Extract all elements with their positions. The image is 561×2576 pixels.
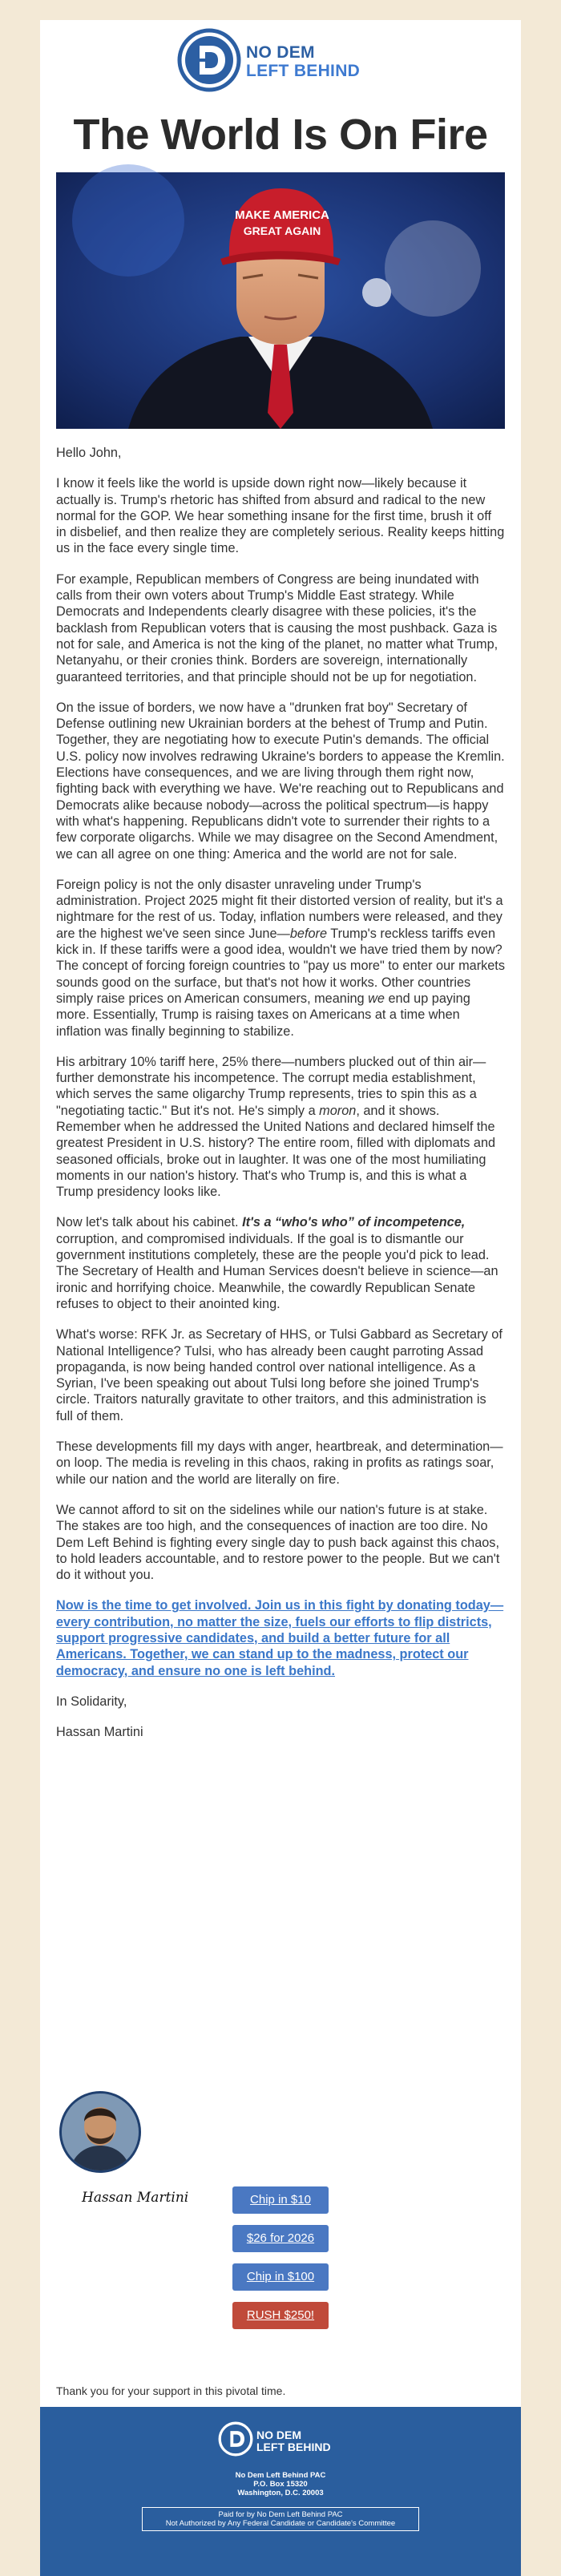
paragraph-6 [56, 1214, 505, 1312]
greeting: Hello John, [56, 446, 122, 460]
hat-text-line2: GREAT AGAIN [243, 224, 321, 237]
paragraph-9: We cannot afford to sit on the sidelines while our nation's future is at stake. The stakes are too high, and the consequences of inaction are too dire. No Dem Left Behind is fighting every single day to push back against this chaos, to hold leaders accountable, and to restore power to the people. But we can't do it without you. [56, 1502, 500, 1583]
brand-name-line2: LEFT BEHIND [246, 62, 361, 80]
footer-logo[interactable] [218, 2421, 346, 2461]
chip-in-10-button[interactable]: Chip in $10 [232, 2186, 329, 2214]
paragraph-4-emphasis-2: we [368, 991, 385, 1006]
footer-d-logo-icon [218, 2421, 253, 2457]
paragraph-4-part-c: end up paying more. Essentially, Trump is raising taxes on Americans at a time when inflation was finally beginning to stabilize. [56, 991, 470, 1039]
hero-photo [56, 172, 505, 429]
paragraph-5-emphasis: moron [319, 1103, 357, 1118]
footer-brand-line1: NO DEM [256, 2429, 301, 2441]
paragraph-6-strong: It's a “who's who” of incompetence, [242, 1215, 466, 1230]
hero-image[interactable] [56, 172, 505, 429]
paragraph-7: What's worse: RFK Jr. as Secretary of HHS, or Tulsi Gabbard as Secretary of National Intelligence? Tulsi, who has already been caught parroting Assad propaganda, is now being handed control over national intelligence. As a Syrian, I've been speaking out about Tulsi long before she joined Trump's circle. Traitors naturally gravitate to other traitors, and this administration is full of them. [56, 1327, 502, 1423]
footer-brand-name [256, 2429, 331, 2453]
footer-org: No Dem Left Behind PAC [235, 2471, 326, 2480]
paragraph-4-part-a: Foreign policy is not the only disaster unraveling under Trump's administration. Project 2025 might fit their distorted version of reality, but it's a nightmare for the rest of us. Today, inflation numbers were released, and they are the highest we've seen since June— [56, 877, 503, 941]
brand-name-line1: NO DEM [246, 43, 315, 62]
footer-address [40, 2471, 521, 2497]
26-for-2026-button[interactable]: $26 for 2026 [232, 2225, 329, 2252]
paragraph-4-part-b: Trump's reckless tariffs even kick in. If these tariffs were a good idea, wouldn't we have tried them by now? The concept of forcing foreign countries to "pay us more" to enter our markets sounds good on the surface, but that's not how it works. Other countries simply raise prices on American consumers, meaning [56, 926, 505, 1006]
paragraph-8: These developments fill my days with anger, heartbreak, and determination—on loop. The media is reveling in this chaos, raking in profits as ratings soar, while our nation and the world are literally on fire. [56, 1439, 503, 1487]
paragraph-6-part-a: Now let's talk about his cabinet. [56, 1215, 243, 1230]
paragraph-2: For example, Republican members of Congress are being inundated with calls from their own voters about Trump's Middle East strategy. While Democrats and Independents clearly disagree with these policies, it's the backlash from Republican voters that is causing the most pushback. Gaza is not for sale, and America is not the king of the planet, no matter what Trump, Netanyahu, or their cronies think. Borders are sovereign, internationally guaranteed territories, and that principle should not be up for negotiation. [56, 571, 498, 684]
closing: In Solidarity, [56, 1694, 127, 1709]
rush-250-button[interactable]: RUSH $250! [232, 2302, 329, 2329]
footer-po-box: P.O. Box 15320 [253, 2480, 308, 2489]
signer-name: Hassan Martini [56, 1725, 143, 1740]
email-card [40, 20, 521, 2576]
email-body [56, 445, 505, 1754]
paragraph-1: I know it feels like the world is upside down right now—likely because it actually is. Trump's rhetoric has shifted from absurd and radical to the new normal for the GOP. We hear something insane for the first time, brush it off in disbelief, and then realize they are completely serious. Reality keeps hitting us in the face every single time. [56, 476, 505, 556]
d-circle-logo-icon [177, 28, 241, 92]
handwritten-signature: Hassan Martini [82, 2190, 189, 2206]
paragraph-5-part-a: His arbitrary 10% tariff here, 25% there—numbers plucked out of thin air—further demonstrate his incompetence. The corrupt media establishment, which serves the same oligarchy Trump represents, tries to spin this as a "negotiating tactic." But it's not. He's simply a [56, 1054, 486, 1118]
footer [40, 2407, 521, 2576]
signature-block [56, 2088, 189, 2208]
signer-avatar [56, 2088, 189, 2208]
not-authorized-line: Not Authorized by Any Federal Candidate or Candidate's Committee [165, 2519, 396, 2528]
footer-brand-line2: LEFT BEHIND [256, 2441, 331, 2453]
footer-city: Washington, D.C. 20003 [237, 2489, 324, 2497]
donate-cta-paragraph [56, 1597, 505, 1678]
paragraph-3: On the issue of borders, we now have a "drunken frat boy" Secretary of Defense outlining new Ukrainian borders at the behest of Trump and Putin. Together, they are negotiating how to execute Putin's demands. The official U.S. policy now involves redrawing Ukraine's borders to appease the Kremlin. Elections have consequences, and we are living through them right now, fighting back with everything we have. We're reaching out to Republicans and Democrats alike because nobody—across the political spectrum—is happy with what's happening. Republicans didn't vote to surrender their rights to a few corporate oligarchs. While we may disagree on the Second Amendment, we can all agree on one thing: America and the world are not for sale. [56, 700, 505, 862]
brand-name [246, 43, 360, 80]
page-title: The World Is On Fire [73, 111, 488, 159]
paragraph-4 [56, 877, 505, 1040]
paragraph-6-part-b: corruption, and compromised individuals. If the goal is to dismantle our government institutions completely, these are the people you'd pick to lead. The Secretary of Health and Human Services doesn't believe in science—an ironic and horrifying choice. Meanwhile, the cowardly Republican Senate refuses to object to their anointed king. [56, 1231, 498, 1311]
thank-you-note: Thank you for your support in this pivotal time. [56, 2384, 286, 2397]
paid-for-disclaimer [142, 2507, 419, 2531]
paragraph-5 [56, 1054, 505, 1201]
hat-text-line1: MAKE AMERICA [235, 208, 329, 222]
paid-for-line: Paid for by No Dem Left Behind PAC [218, 2510, 343, 2519]
paragraph-5-part-b: , and it shows. Remember when he addressed the United Nations and declared himself the greatest President in U.S. history? The entire room, filled with diplomats and seasoned officials, broke out in laughter. It was one of the most humiliating moments in our nation's history. That's who Trump is, and this is what a Trump presidency looks like. [56, 1103, 496, 1200]
chip-in-100-button[interactable]: Chip in $100 [232, 2263, 329, 2291]
brand-logo[interactable] [177, 28, 385, 92]
paragraph-4-emphasis: before [289, 926, 327, 941]
donate-cta-link[interactable]: Now is the time to get involved. Join us in this fight by donating today—every contribution, no matter the size, fuels our efforts to flip districts, support progressive candidates, and build a better future for all Americans. Together, we can stand up to the madness, protect our democracy, and ensure no one is left behind. [56, 1598, 504, 1678]
